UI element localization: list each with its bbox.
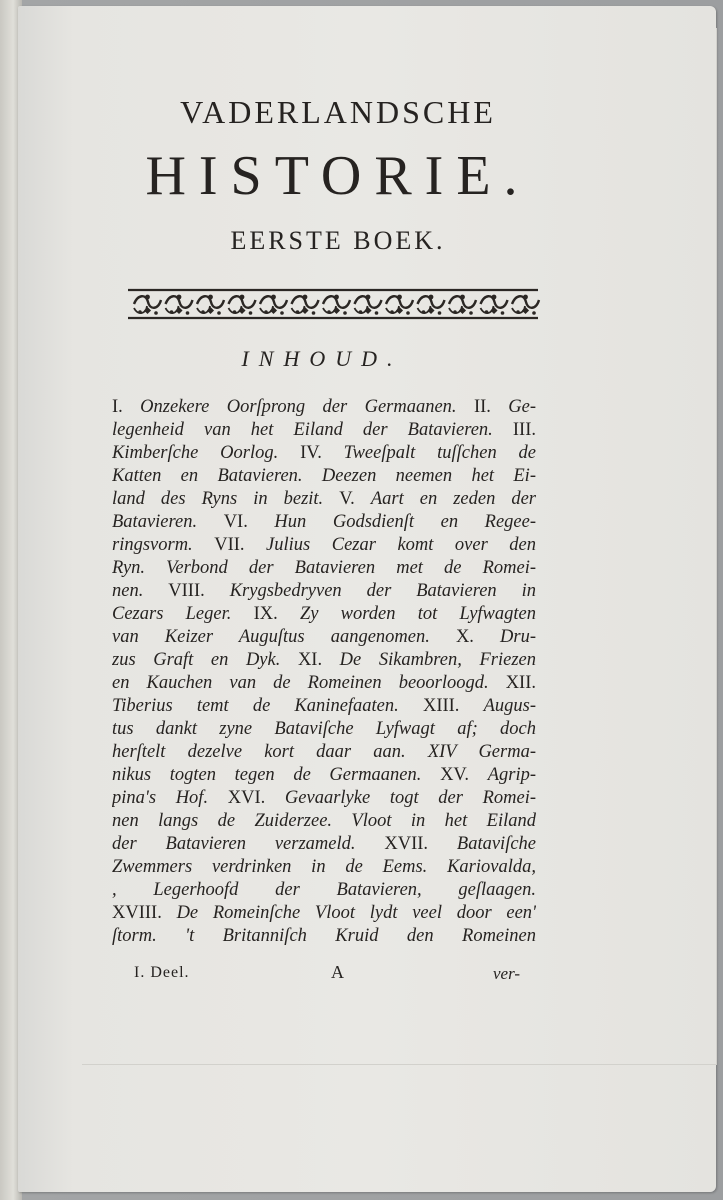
title-line-1: VADERLANDSCHE (180, 94, 496, 130)
contents-line: Kimberſche Oorlog. IV. Tweeſpalt tuſſchen de (112, 443, 536, 463)
contents-line: herſtelt dezelve kort daar aan. XIV Germa- (112, 742, 536, 762)
contents-line: nikus togten tegen de Germaanen. XV. Agrip- (112, 765, 536, 785)
title-line-3: EERSTE BOEK. (230, 226, 446, 255)
contents-line: Ryn. Verbond der Batavieren met de Romei- (112, 558, 536, 578)
decorative-headpiece-icon (124, 286, 542, 322)
signature-mark: I. Deel. (134, 964, 190, 981)
contents-heading: INHOUD. (241, 346, 403, 371)
contents-line: van Keizer Auguſtus aangenomen. X. Dru- (112, 627, 536, 647)
contents-line: ringsvorm. VII. Julius Cezar komt over den (112, 535, 536, 555)
gathering-letter: A (331, 962, 344, 982)
title-line-2: HISTORIE. (145, 145, 531, 207)
contents-list (112, 396, 536, 948)
contents-line: Cezars Leger. IX. Zy worden tot Lyfwagten (112, 604, 536, 624)
contents-line: en Kauchen van de Romeinen beoorloogd. XII. (112, 673, 536, 693)
contents-line: XVIII. De Romeinſche Vloot lydt veel door een' (112, 903, 536, 923)
contents-line: legenheid van het Eiland der Batavieren. III. (112, 420, 536, 440)
contents-line: tus dankt zyne Bataviſche Lyfwagt af; doch (112, 719, 536, 739)
catchword: ver- (493, 964, 521, 983)
contents-line: nen. VIII. Krygsbedryven der Batavieren in (112, 581, 536, 601)
contents-line: , Legerhoofd der Batavieren, geſlaagen. (112, 880, 536, 900)
contents-line: nen langs de Zuiderzee. Vloot in het Eiland (112, 811, 536, 831)
contents-line: zus Graft en Dyk. XI. De Sikambren, Friezen (112, 650, 536, 670)
contents-line: pina's Hof. XVI. Gevaarlyke togt der Romei- (112, 788, 536, 808)
contents-line: I. Onzekere Oorſprong der Germaanen. II. Ge- (112, 397, 536, 417)
contents-line: ſtorm. 't Britanniſch Kruid den Romeinen (112, 926, 536, 946)
book-page (18, 6, 716, 1192)
contents-line: land des Ryns in bezit. V. Aart en zeden der (112, 489, 536, 509)
contents-line: Zwemmers verdrinken in de Eems. Kariovalda, (112, 857, 536, 877)
contents-line: Katten en Batavieren. Deezen neemen het Ei- (112, 466, 536, 486)
contents-line: der Batavieren verzameld. XVII. Bataviſche (112, 834, 536, 854)
contents-line: Batavieren. VI. Hun Godsdienſt en Regee- (112, 512, 536, 532)
contents-line: Tiberius temt de Kaninefaaten. XIII. Augus- (112, 696, 536, 716)
